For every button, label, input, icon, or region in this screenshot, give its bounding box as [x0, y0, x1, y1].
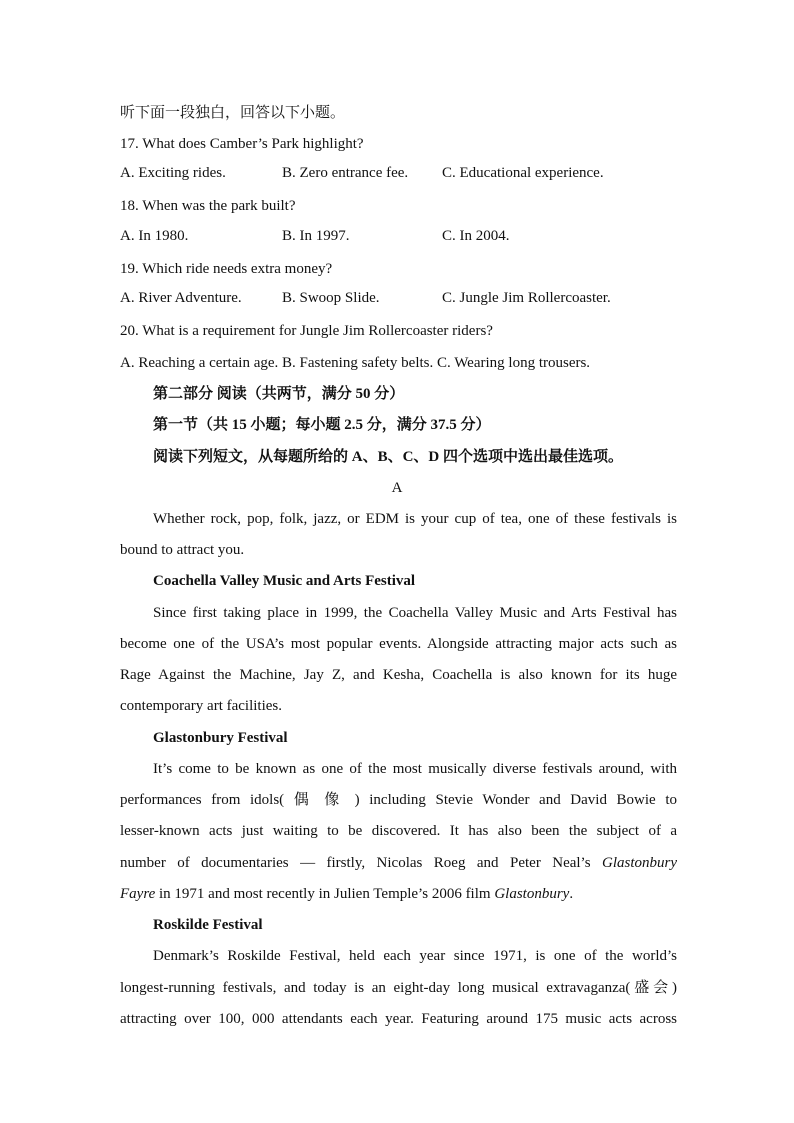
glastonbury-line [120, 853, 677, 873]
reading-instruction: 阅读下列短文，从每题所给的 A、B、C、D 四个选项中选出最佳选项。 [153, 449, 624, 465]
coachella-line: Rage Against the Machine, Jay Z, and Kesha, Coachella is also known for its huge [120, 667, 677, 683]
question-18-option-b: B. In 1997. [282, 228, 350, 244]
roskilde-line: longest-running festivals, and today is an eight-day long musical extravaganza(盛会) [120, 980, 677, 996]
section-title: 第一节（共 15 小题；每小题 2.5 分，满分 37.5 分） [153, 417, 491, 433]
part-title: 第二部分 阅读（共两节，满分 50 分） [153, 386, 405, 402]
film-title-italic: Glastonbury [494, 886, 570, 902]
glastonbury-line-text: in 1971 and most recently in Julien Temple’s 2006 film [155, 886, 495, 902]
passage-label: A [391, 480, 403, 496]
question-17-stem: 17. What does Camber’s Park highlight? [120, 136, 364, 152]
question-18-option-c: C. In 2004. [442, 228, 510, 244]
festival-heading-glastonbury: Glastonbury Festival [153, 730, 288, 746]
intro-line: bound to attract you. [120, 542, 245, 558]
question-17-option-b: B. Zero entrance fee. [282, 165, 409, 181]
question-19-option-a: A. River Adventure. [120, 290, 242, 306]
festival-heading-coachella: Coachella Valley Music and Arts Festival [153, 573, 416, 589]
question-18-stem: 18. When was the park built? [120, 198, 296, 214]
intro-line: Whether rock, pop, folk, jazz, or EDM is your cup of tea, one of these festivals is [153, 511, 677, 527]
question-17-option-c: C. Educational experience. [442, 165, 604, 181]
glastonbury-line: lesser-known acts just waiting to be discovered. It has also been the subject of a [120, 823, 677, 839]
festival-heading-roskilde: Roskilde Festival [153, 917, 263, 933]
roskilde-line: Denmark’s Roskilde Festival, held each year since 1971, is one of the world’s [153, 948, 677, 964]
roskilde-line: attracting over 100, 000 attendants each year. Featuring around 175 music acts across [120, 1011, 677, 1027]
glastonbury-line-text: number of documentaries — firstly, Nicolas Roeg and Peter Neal’s [120, 855, 591, 871]
question-20-options: A. Reaching a certain age. B. Fastening safety belts. C. Wearing long trousers. [120, 355, 591, 371]
question-18-option-a: A. In 1980. [120, 228, 189, 244]
question-17-option-a: A. Exciting rides. [120, 165, 226, 181]
glastonbury-line: It’s come to be known as one of the most musically diverse festivals around, with [153, 761, 677, 777]
film-title-italic: Fayre [120, 886, 156, 902]
coachella-line: contemporary art facilities. [120, 698, 283, 714]
question-19-stem: 19. Which ride needs extra money? [120, 261, 333, 277]
coachella-line: Since first taking place in 1999, the Coachella Valley Music and Arts Festival has [153, 605, 677, 621]
glastonbury-line [120, 884, 573, 904]
coachella-line: become one of the USA’s most popular events. Alongside attracting major acts such as [120, 636, 677, 652]
question-20-stem: 20. What is a requirement for Jungle Jim Rollercoaster riders? [120, 323, 493, 339]
question-19-option-b: B. Swoop Slide. [282, 290, 380, 306]
question-19-option-c: C. Jungle Jim Rollercoaster. [442, 290, 611, 306]
listening-intro: 听下面一段独白，回答以下小题。 [120, 105, 346, 121]
glastonbury-line: performances from idols( 偶 像 ) including Stevie Wonder and David Bowie to [120, 792, 677, 808]
film-title-italic: Glastonbury [602, 855, 678, 871]
glastonbury-line-text: . [569, 886, 574, 902]
